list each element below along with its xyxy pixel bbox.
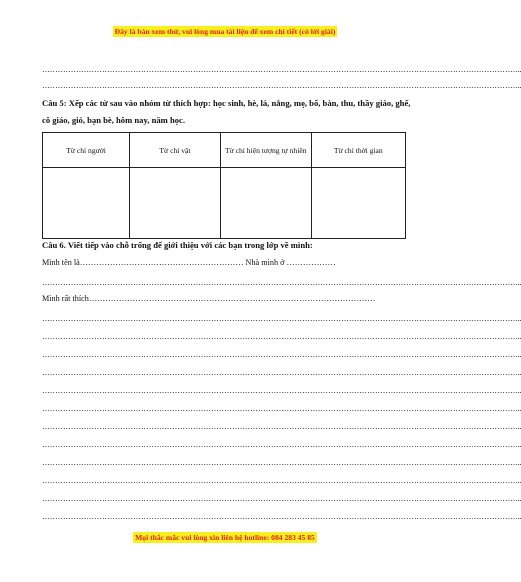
likes-line [42, 293, 410, 305]
name-blank[interactable]: …………………………………………………… [79, 258, 244, 267]
answer-dotted-line[interactable]: ………………………………………………………………………………………………………………………………………………………………….. [42, 350, 521, 359]
answer-dotted-line[interactable]: ………………………………………………………………………………………………………………………………………………………………….. [42, 386, 521, 395]
answer-dotted-line[interactable]: ………………………………………………………………………………………………………………………………………………………………….. [42, 440, 521, 449]
home-blank[interactable]: ……………… [286, 258, 336, 267]
answer-dotted-line[interactable]: ………………………………………………………………………………………………………………………………………………………………….. [42, 368, 521, 377]
likes-blank[interactable]: …………………………………………………………………………………………… [88, 294, 376, 303]
column-header-people: Từ chỉ người [43, 133, 130, 168]
column-header-natural-phenomena: Từ chỉ hiện tượng tự nhiên [220, 133, 311, 168]
answer-cell-time[interactable] [311, 168, 405, 239]
word-classification-table [42, 132, 406, 239]
name-label: Mình tên là [42, 258, 80, 267]
preview-notice-banner [0, 27, 450, 36]
likes-label: Mình rất thích [42, 294, 89, 303]
home-label: Nhà mình ở [245, 258, 285, 267]
question-6-title: Câu 6. Viết tiếp vào chỗ trống để giới thiệu với các bạn trong lớp về mình: [42, 240, 313, 250]
column-header-time: Từ chỉ thời gian [311, 133, 405, 168]
answer-cell-objects[interactable] [130, 168, 221, 239]
name-and-home-line [42, 257, 410, 269]
answer-dotted-line[interactable]: ………………………………………………………………………………………………………………………………………………………………….. [42, 494, 521, 503]
answer-dotted-line[interactable]: ………………………………………………………………………………………………………………………………………………………………….. [42, 476, 521, 485]
answer-cell-people[interactable] [43, 168, 130, 239]
answer-dotted-line[interactable]: ………………………………………………………………………………………………………………………………………………………………….. [42, 458, 521, 467]
answer-cell-natural-phenomena[interactable] [220, 168, 311, 239]
answer-dotted-line: ………………………………………………………………………………………………………………………………………………………………….. [42, 65, 521, 74]
hotline-text: Mọi thắc mắc vui lòng xin liên hệ hotline: 084 283 45 85 [135, 533, 315, 542]
answer-dotted-line[interactable]: ………………………………………………………………………………………………………………………………………………………………….. [42, 422, 521, 431]
preview-notice-text: Đây là bản xem thử, vui lòng mua tài liệu để xem chi tiết (có lời giải) [114, 27, 336, 36]
hotline-banner [0, 533, 450, 542]
column-header-objects: Từ chỉ vật [130, 133, 221, 168]
answer-dotted-line[interactable]: ………………………………………………………………………………………………………………………………………………………………….. [42, 404, 521, 413]
answer-dotted-line[interactable]: ………………………………………………………………………………………………………………………………………………………………….. [42, 332, 521, 341]
question-5-title: Câu 5: Xếp các từ sau vào nhóm từ thích hợp: học sinh, hè, lá, nắng, mẹ, bố, bàn, thu, thầy giáo, ghế, cô giáo, gió, bạn bè, hôm nay, năm học. [42, 98, 411, 125]
answer-dotted-line[interactable]: ………………………………………………………………………………………………………………………………………………………………….. [42, 512, 521, 521]
answer-dotted-line: ………………………………………………………………………………………………………………………………………………………………….. [42, 81, 521, 90]
answer-dotted-line[interactable]: ………………………………………………………………………………………………………………………………………………………………….. [42, 314, 521, 323]
answer-dotted-line[interactable]: ………………………………………………………………………………………………………………………………………………………………….. [42, 278, 521, 287]
